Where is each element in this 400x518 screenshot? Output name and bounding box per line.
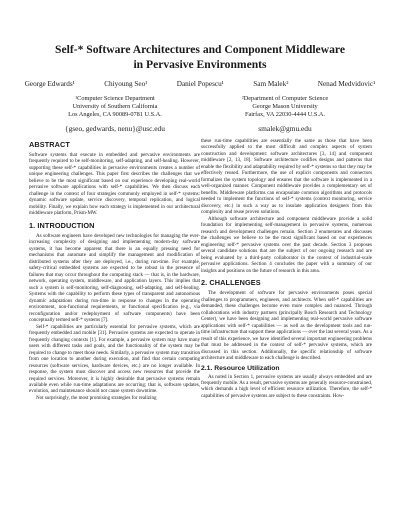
author-name: Sam Malek² (253, 80, 289, 88)
body-paragraph: Although software architecture and component middleware provide a solid foundation for implementing self-management in pervasive systems, numerous research and development challenges remain. Section 2 enumerates and discusses the challenges we believe to be the most significant based on our experiences engineering self-* pervasive systems over the past decade. Section 3 proposes several candidate solutions that are the subject of our ongoing research and are being evaluated by a third-party collaborator in the context of industrial-scale pervasive applications. Section 4 concludes the paper with a summary of our insights and positions on the future of research in this area. (201, 215, 372, 274)
resource-utilization-heading: 2.1. Resource Utilization (201, 364, 280, 372)
title-line-2: in Pervasive Environments (133, 58, 267, 71)
introduction-paragraph: Self-* capabilities are particularly essential for pervasive systems, which are frequently embedded and mobile [31]. Pervasive systems are expected to operate in frequently changing contexts [1]. For example, a pervasive system may have many users with different tasks and goals, and the functionality of the system may be required to change to meet those needs. Similarly, a pervasive system may transition from one location to another during execution, and find that certain computing resources (software services, hardware devices, etc.) are no longer available. In response, the system must discover and access new resources that provide the required services. Moreover, it is highly desirable that pervasive systems remain available even while run-time adaptations are occurring; that is, software updates, evolution, and maintenance should not cause system downtime. (29, 323, 200, 395)
author-name: Chiyoung Seo¹ (104, 80, 148, 88)
affiliation-line: George Mason University (252, 102, 318, 110)
email-gmu: smalek@gmu.edu (258, 124, 312, 133)
left-column (29, 138, 200, 401)
author-name: George Edwards¹ (24, 80, 75, 88)
body-paragraph: these run-time capabilities are essentially the same as those that have been successfully applied to the most difficult and complex aspects of system construction and development: software architectures [3, 14] and component middleware [2, 13, 18]. Software architecture codifies designs and patterns that enable the flexibility and adaptability required by self-* systems so that they may be effectively reused. Furthermore, the use of explicit components and connectors formalizes the system topology and ensures that the software is implemented in a well-organized manner. Component middleware provides a complementary set of benefits. Middleware platforms can encapsulate common algorithms and protocols needed to implement the functions of self-* systems (context monitoring, service discovery, etc.) in such a way as to insulate application designers from this complexity and reuse proven solutions. (201, 138, 372, 216)
affiliation-line: Fairfax, VA 22030-4444 U.S.A. (244, 110, 326, 118)
challenges-heading: 2. CHALLENGES (201, 278, 261, 288)
author-name: Daniel Popescu¹ (176, 80, 224, 88)
right-column (201, 138, 372, 399)
resource-utilization-paragraph: As noted in Section 1, pervasive systems are usually always embedded and are frequently mobile. As a result, pervasive systems are generally resource-constrained, which demands a high level of efficient resource utilization. Therefore, the self-* capabilities of pervasive systems are subject to these constraints. How- (201, 373, 372, 399)
author-list (10, 80, 390, 88)
affiliation-gmu (200, 95, 370, 118)
affiliation-line: ¹Computer Science Department (75, 95, 155, 102)
affiliation-line: University of Southern California (72, 102, 158, 110)
affiliation-line: ²Department of Computer Science (241, 95, 329, 102)
email-usc: {gseo, gedwards, nenu}@usc.edu (65, 124, 165, 133)
abstract-text: Software systems that execute in embedded and pervasive environments are frequently required to be self-monitoring, self-adapting, and self-healing. However, supporting these self-* capabilities in pervasive environments creates a number of unique engineering challenges. This paper first describes the challenges that we believe to be the most significant based on our experience developing real-world pervasive software applications with self-* capabilities. We then discuss each challenge in the context of four strategies commonly employed in self-* systems: dynamic software update, service discovery, temporal replication, and logical mobility. Finally, we explain how each strategy is implemented in our architectural middleware platform, Prism-MW. (29, 152, 200, 217)
title-line-1: Self-* Software Architectures and Component Middleware (55, 43, 345, 56)
affiliation-line: Los Angeles, CA 90089-0781 U.S.A. (68, 110, 162, 118)
introduction-paragraph: Not surprisingly, the most promising strategies for realizing (36, 394, 157, 401)
paper-title (20, 42, 380, 72)
affiliation-usc (30, 95, 200, 118)
abstract-heading: ABSTRACT (29, 140, 70, 149)
author-name: Nenad Medvidovic¹ (317, 80, 376, 88)
introduction-paragraph: As software engineers have developed new technologies for managing the ever-increasing complexity of designing and implementing modern-day software systems, it has become apparent that there is an equally pressing need for mechanisms that automate and simplify the management and modification of distributed systems after they are deployed, i.e., during run-time. For example, safety-critical embedded systems are expected to be robust in the presence of failures that may occur throughout the computing stack — that is, in the hardware, network, operating system, middleware, and application layers. This implies that such a system is self-monitoring, self-diagnosing, self-adapting, and self-healing. Systems with the capability to perform these types of transparent and autonomous dynamic adaptations during run-time in response to changes in the operating environment, non-functional requirements, or functional specification (e.g., via reconfiguration and/or redeployment of software components) have been conceptually termed self-* systems [7]. (29, 232, 200, 324)
challenges-paragraph: The development of software for pervasive environments poses special challenges to programmers, engineers, and architects. When self-* capabilities are demanded, these challenges become even more complex and nuanced. Through collaborations with industry partners (principally Bosch Research and Technology Center), we have been designing and implementing real-world pervasive software applications with self-* capabilities — as well as the development tools and run-time infrastructure that support these applications — over the last several years. As a result of this experience, we have identified several important engineering problems that must be addressed in the context of self-* pervasive systems, which are discussed in this section. Additionally, the specific relationship of software architecture and middleware to each challenge is described. (201, 290, 372, 362)
introduction-heading: 1. INTRODUCTION (29, 220, 95, 230)
